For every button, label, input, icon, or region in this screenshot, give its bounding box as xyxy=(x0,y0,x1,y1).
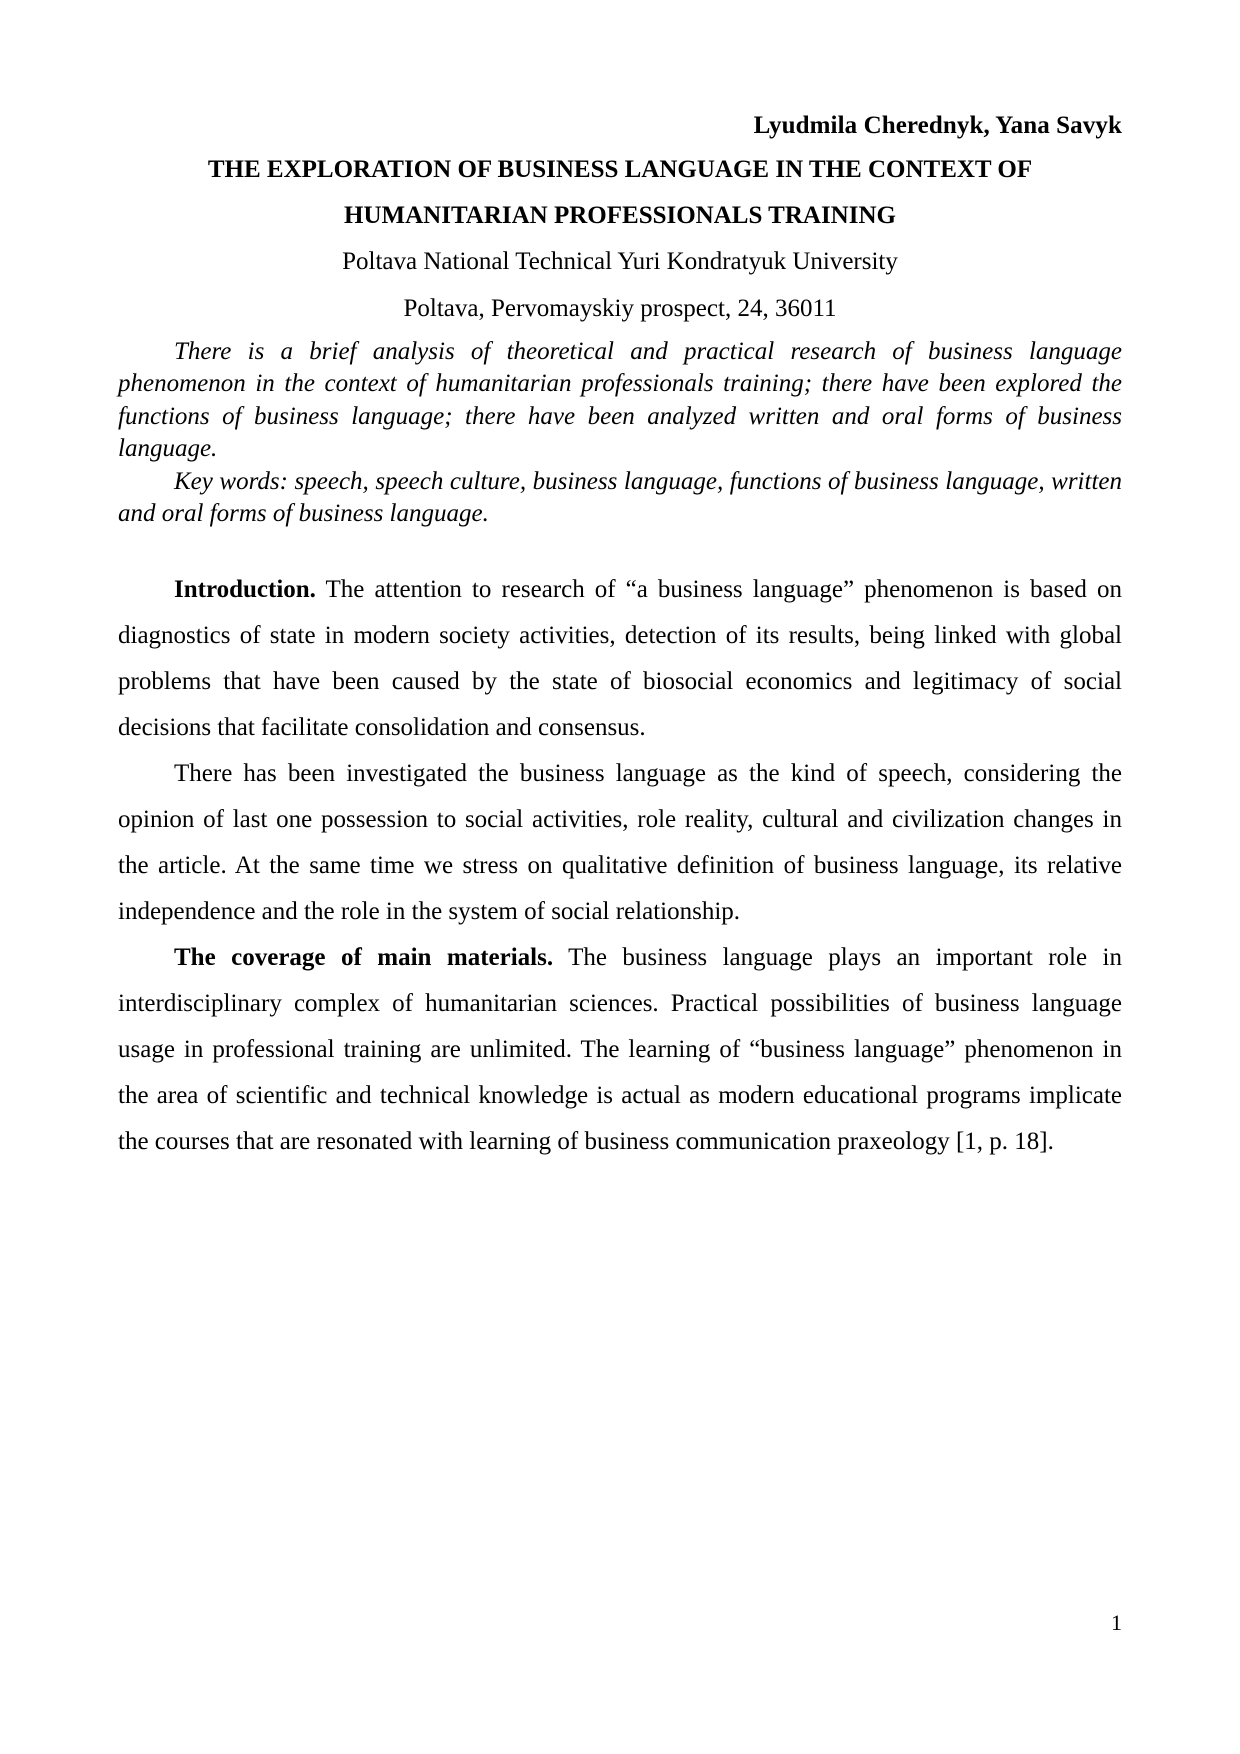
section-paragraph-main-materials xyxy=(118,935,1122,1165)
keywords-paragraph: Key words: speech, speech culture, business language, functions of business language, written and oral forms of business language. xyxy=(118,467,1122,528)
abstract-paragraph: There is a brief analysis of theoretical and practical research of business language phenomenon in the context of humanitarian professionals training; there have been explored the functions of business language; there have been analyzed written and oral forms of business language. xyxy=(118,337,1122,463)
page-number: 1 xyxy=(1111,1610,1122,1635)
run-in-heading-introduction: Introduction. xyxy=(174,575,316,603)
page-title-line-1: THE EXPLORATION OF BUSINESS LANGUAGE IN THE CONTEXT OF xyxy=(207,155,1033,183)
address-line: Poltava, Pervomayskiy prospect, 24, 36011 xyxy=(403,294,837,322)
affiliation-line: Poltava National Technical Yuri Kondratyuk University xyxy=(342,248,898,276)
section-body-introduction: The attention to research of “a business language” phenomenon is based on diagnostics of state in modern society activities, detection of its results, being linked with global problems that have been caused by the state of biosocial economics and legitimacy of social decisions that facilitate consolidation and consensus. xyxy=(118,575,1122,741)
section-paragraph-introduction xyxy=(118,567,1122,751)
run-in-heading-main-materials: The coverage of main materials. xyxy=(174,943,554,971)
section-body-main-materials: The business language plays an important role in interdisciplinary complex of humanitarian sciences. Practical possibilities of business language usage in professional training are unlimited. The learning of “business language” phenomenon in the area of scientific and technical knowledge is actual as modern educational programs implicate the courses that are resonated with learning of business communication praxeology [1, p. 18]. xyxy=(118,943,1122,1155)
page-title-line-2: HUMANITARIAN PROFESSIONALS TRAINING xyxy=(344,202,896,229)
author-line: Lyudmila Cherednyk, Yana Savyk xyxy=(753,112,1122,139)
section-paragraph-investigation xyxy=(118,751,1122,935)
section-body-investigation: There has been investigated the business language as the kind of speech, considering the opinion of last one possession to social activities, role reality, cultural and civilization changes in the article. At the same time we stress on qualitative definition of business language, its relative independence and the role in the system of social relationship. xyxy=(118,759,1122,925)
